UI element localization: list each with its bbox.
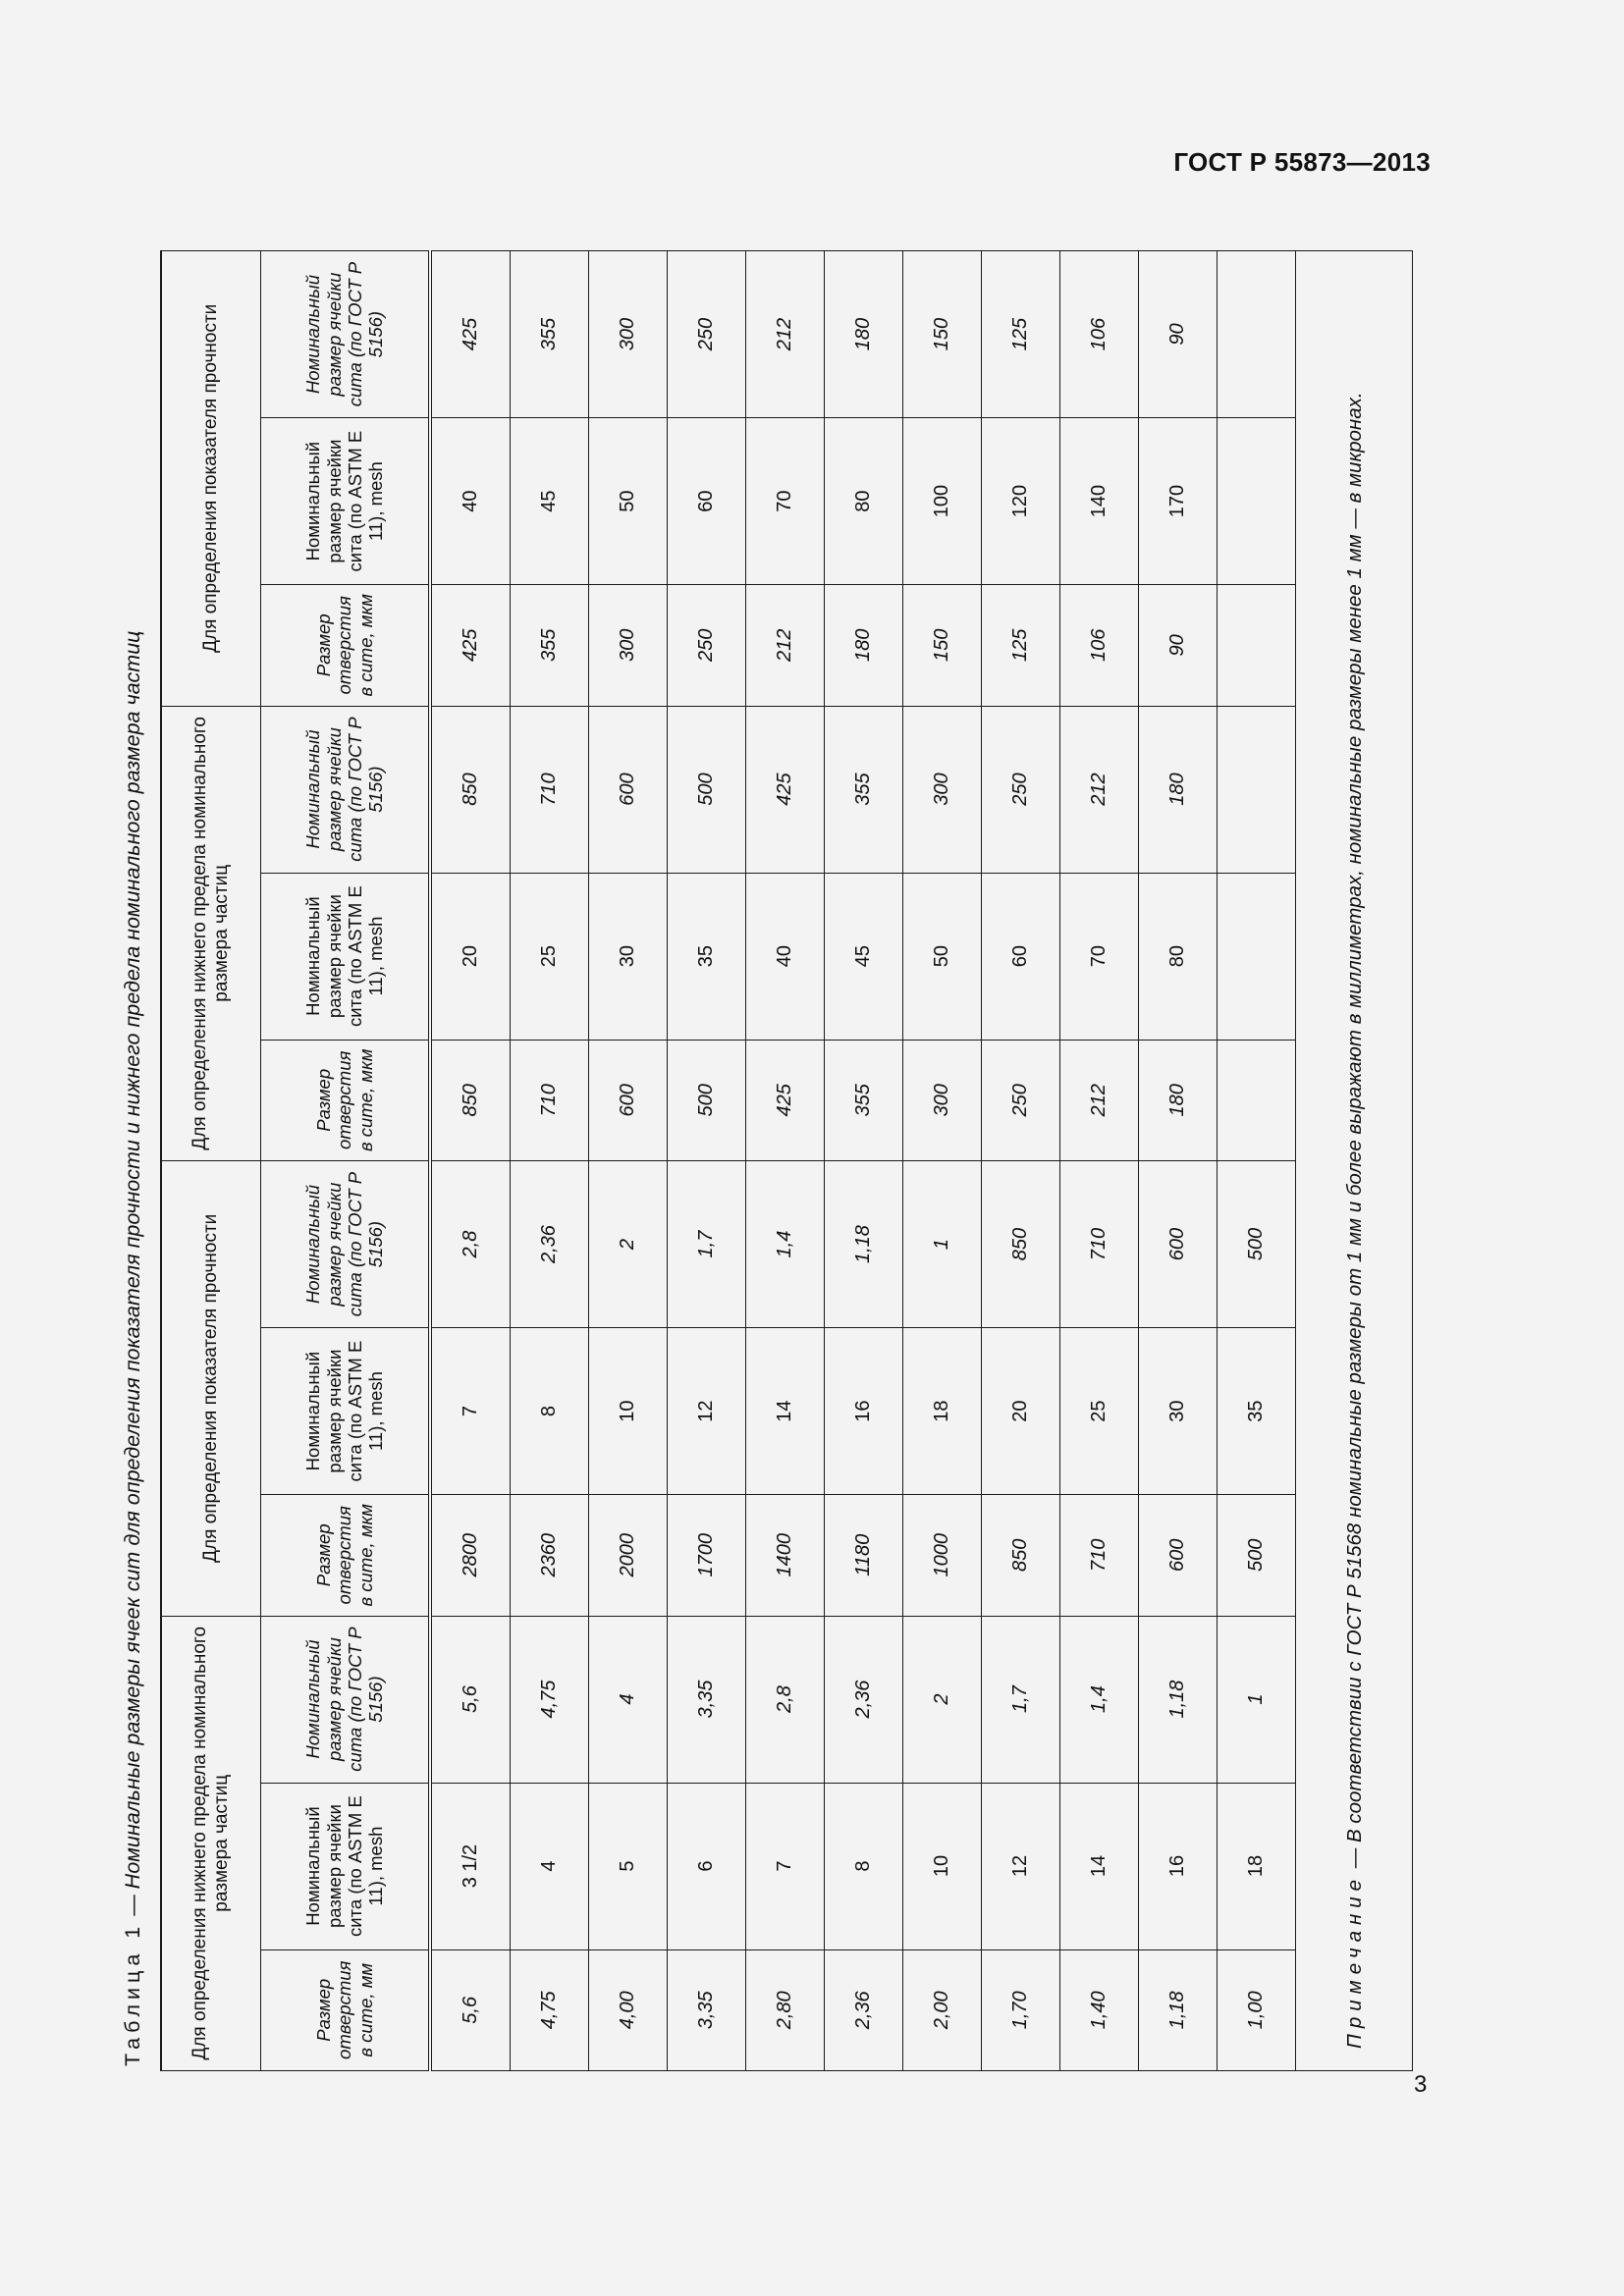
note-dash: — xyxy=(1342,1842,1366,1874)
standard-number: ГОСТ Р 55873—2013 xyxy=(1173,147,1431,177)
table-row xyxy=(1060,251,1139,2071)
table-cell: 850 xyxy=(430,706,511,873)
table-cell: 4,00 xyxy=(589,1949,668,2070)
table-cell: 1,00 xyxy=(1218,1949,1296,2070)
table-row xyxy=(589,251,668,2071)
table-cell: 45 xyxy=(825,873,903,1040)
table-cell: 710 xyxy=(1060,1495,1139,1616)
table-caption-label: Таблица 1 xyxy=(121,1921,144,2066)
column-header: Номинальный размер ячейки сита (по ASTM E 11), mesh xyxy=(261,418,431,585)
table-cell: 212 xyxy=(1060,1040,1139,1160)
table-cell xyxy=(1218,706,1296,873)
table-cell xyxy=(1218,585,1296,706)
table-cell: 5,6 xyxy=(430,1616,511,1783)
table-cell: 60 xyxy=(668,418,746,585)
table-cell: 425 xyxy=(746,1040,825,1160)
table-cell: 600 xyxy=(1139,1495,1218,1616)
table-row xyxy=(1218,251,1296,2071)
table-cell: 300 xyxy=(903,706,982,873)
table-cell: 80 xyxy=(1139,873,1218,1040)
table-cell: 2,00 xyxy=(903,1949,982,2070)
table-cell: 425 xyxy=(430,585,511,706)
table-cell: 3,35 xyxy=(668,1949,746,2070)
column-header: Размер отверстия в сите, мм xyxy=(261,1949,431,2070)
table-row xyxy=(1139,251,1218,2071)
table-cell: 50 xyxy=(589,418,668,585)
note-label: Примечание xyxy=(1342,1873,1366,2049)
table-cell: 35 xyxy=(1218,1328,1296,1495)
table-cell: 80 xyxy=(825,418,903,585)
column-header: Номинальный размер ячейки сита (по ГОСТ Р 5156) xyxy=(261,1616,431,1783)
table-cell: 600 xyxy=(1139,1161,1218,1328)
table-cell: 2,36 xyxy=(825,1616,903,1783)
table-cell: 120 xyxy=(982,418,1060,585)
table-cell: 1,4 xyxy=(746,1161,825,1328)
table-cell: 1700 xyxy=(668,1495,746,1616)
table-cell: 2 xyxy=(589,1161,668,1328)
group-header-lower-limit-2: Для определения нижнего предела номинального размера частиц xyxy=(161,706,261,1160)
table-cell: 500 xyxy=(668,1040,746,1160)
column-header: Номинальный размер ячейки сита (по ASTM E 11), mesh xyxy=(261,1783,431,1949)
table-cell: 180 xyxy=(1139,706,1218,873)
table-cell: 300 xyxy=(589,585,668,706)
table-cell: 212 xyxy=(746,251,825,418)
table-cell: 212 xyxy=(1060,706,1139,873)
table-cell: 5,6 xyxy=(430,1949,511,2070)
table-row xyxy=(825,251,903,2071)
table-cell: 250 xyxy=(982,1040,1060,1160)
column-header: Размер отверстия в сите, мкм xyxy=(261,1040,431,1160)
table-cell: 710 xyxy=(511,1040,589,1160)
table-row xyxy=(903,251,982,2071)
table-cell: 4,75 xyxy=(511,1949,589,2070)
table-cell: 2 xyxy=(903,1616,982,1783)
column-header: Номинальный размер ячейки сита (по ASTM E 11), mesh xyxy=(261,873,431,1040)
column-header: Номинальный размер ячейки сита (по ГОСТ Р 5156) xyxy=(261,1161,431,1328)
table-cell: 40 xyxy=(430,418,511,585)
table-cell xyxy=(1218,418,1296,585)
page-number: 3 xyxy=(1414,2071,1428,2098)
rotated-table-region xyxy=(108,236,1473,2071)
table-cell: 850 xyxy=(430,1040,511,1160)
table-cell: 170 xyxy=(1139,418,1218,585)
group-header-lower-limit-1: Для определения нижнего предела номинального размера частиц xyxy=(161,1616,261,2070)
table-cell: 1180 xyxy=(825,1495,903,1616)
note-text: В соответствии с ГОСТ Р 51568 номинальные размеры от 1 мм и более выражают в миллиметрах, номинальные размеры менее 1 мм — в микронах. xyxy=(1342,392,1366,1843)
table-cell: 500 xyxy=(668,706,746,873)
table-cell: 4 xyxy=(511,1783,589,1949)
table-cell: 7 xyxy=(430,1328,511,1495)
table-cell: 125 xyxy=(982,251,1060,418)
table-row xyxy=(430,251,511,2071)
table-cell: 250 xyxy=(668,251,746,418)
table-cell: 16 xyxy=(825,1328,903,1495)
group-header-strength-2: Для определения показателя прочности xyxy=(161,251,261,707)
table-cell: 25 xyxy=(1060,1328,1139,1495)
table-cell: 106 xyxy=(1060,251,1139,418)
table-cell: 355 xyxy=(825,706,903,873)
table-cell xyxy=(1218,251,1296,418)
group-header-strength-1: Для определения показателя прочности xyxy=(161,1161,261,1616)
table-note xyxy=(1296,251,1413,2071)
table-cell: 8 xyxy=(511,1328,589,1495)
table-cell: 25 xyxy=(511,873,589,1040)
table-cell: 5 xyxy=(589,1783,668,1949)
table-cell: 70 xyxy=(746,418,825,585)
table-cell: 1,7 xyxy=(668,1161,746,1328)
table-cell: 2360 xyxy=(511,1495,589,1616)
table-cell: 355 xyxy=(511,585,589,706)
table-cell: 2,36 xyxy=(511,1161,589,1328)
table-cell: 3,35 xyxy=(668,1616,746,1783)
table-cell: 1,7 xyxy=(982,1616,1060,1783)
table-cell: 355 xyxy=(825,1040,903,1160)
column-header: Номинальный размер ячейки сита (по ГОСТ Р 5156) xyxy=(261,251,431,418)
table-cell: 4,75 xyxy=(511,1616,589,1783)
column-header: Номинальный размер ячейки сита (по ГОСТ Р 5156) xyxy=(261,706,431,873)
table-cell: 20 xyxy=(982,1328,1060,1495)
table-cell: 212 xyxy=(746,585,825,706)
table-cell: 106 xyxy=(1060,585,1139,706)
table-cell: 600 xyxy=(589,1040,668,1160)
table-cell: 10 xyxy=(903,1783,982,1949)
table-cell: 18 xyxy=(903,1328,982,1495)
table-cell: 10 xyxy=(589,1328,668,1495)
table-row xyxy=(746,251,825,2071)
table-cell: 125 xyxy=(982,585,1060,706)
table-cell: 600 xyxy=(589,706,668,873)
table-cell: 60 xyxy=(982,873,1060,1040)
table-cell: 1 xyxy=(1218,1616,1296,1783)
table-row xyxy=(668,251,746,2071)
table-cell: 300 xyxy=(903,1040,982,1160)
table-cell: 12 xyxy=(668,1328,746,1495)
table-cell: 140 xyxy=(1060,418,1139,585)
table-cell: 500 xyxy=(1218,1161,1296,1328)
table-cell: 710 xyxy=(511,706,589,873)
table-caption-title: Номинальные размеры ячеек сит для определения показателя прочности и нижнего предела номинального размера частиц xyxy=(121,630,144,1890)
table-cell: 355 xyxy=(511,251,589,418)
table-cell: 90 xyxy=(1139,585,1218,706)
table-cell: 40 xyxy=(746,873,825,1040)
table-cell: 2,8 xyxy=(746,1616,825,1783)
table-cell: 150 xyxy=(903,251,982,418)
table-caption xyxy=(108,631,157,2066)
table-cell: 7 xyxy=(746,1783,825,1949)
table-cell: 70 xyxy=(1060,873,1139,1040)
table-cell: 3 1/2 xyxy=(430,1783,511,1949)
table-cell: 2,36 xyxy=(825,1949,903,2070)
table-cell: 2800 xyxy=(430,1495,511,1616)
table-cell: 1,18 xyxy=(825,1161,903,1328)
table-cell: 180 xyxy=(1139,1040,1218,1160)
table-cell: 180 xyxy=(825,585,903,706)
table-cell: 6 xyxy=(668,1783,746,1949)
table-cell: 45 xyxy=(511,418,589,585)
table-cell: 14 xyxy=(746,1328,825,1495)
sieve-sizes-table xyxy=(160,250,1413,2071)
table-cell: 35 xyxy=(668,873,746,1040)
table-cell: 30 xyxy=(589,873,668,1040)
table-cell: 150 xyxy=(903,585,982,706)
table-caption-dash: — xyxy=(121,1889,144,1922)
table-cell: 14 xyxy=(1060,1783,1139,1949)
table-cell: 2000 xyxy=(589,1495,668,1616)
table-cell: 4 xyxy=(589,1616,668,1783)
table-cell: 250 xyxy=(668,585,746,706)
column-header: Размер отверстия в сите, мкм xyxy=(261,1495,431,1616)
table-cell: 425 xyxy=(746,706,825,873)
table-cell xyxy=(1218,1040,1296,1160)
table-cell: 710 xyxy=(1060,1161,1139,1328)
table-cell: 850 xyxy=(982,1495,1060,1616)
table-cell: 12 xyxy=(982,1783,1060,1949)
table-cell: 8 xyxy=(825,1783,903,1949)
table-cell: 500 xyxy=(1218,1495,1296,1616)
table-cell: 300 xyxy=(589,251,668,418)
table-cell: 20 xyxy=(430,873,511,1040)
table-row xyxy=(511,251,589,2071)
table-cell: 1,18 xyxy=(1139,1616,1218,1783)
table-cell: 18 xyxy=(1218,1783,1296,1949)
column-header: Размер отверстия в сите, мкм xyxy=(261,585,431,706)
table-cell: 2,80 xyxy=(746,1949,825,2070)
column-header: Номинальный размер ячейки сита (по ASTM E 11), mesh xyxy=(261,1328,431,1495)
table-cell: 250 xyxy=(982,706,1060,873)
table-cell: 2,8 xyxy=(430,1161,511,1328)
table-cell: 1 xyxy=(903,1161,982,1328)
table-cell: 850 xyxy=(982,1161,1060,1328)
table-cell: 1000 xyxy=(903,1495,982,1616)
table-cell xyxy=(1218,873,1296,1040)
table-cell: 1,4 xyxy=(1060,1616,1139,1783)
table-cell: 100 xyxy=(903,418,982,585)
table-cell: 50 xyxy=(903,873,982,1040)
table-cell: 30 xyxy=(1139,1328,1218,1495)
table-cell: 1,70 xyxy=(982,1949,1060,2070)
table-cell: 1,40 xyxy=(1060,1949,1139,2070)
table-cell: 180 xyxy=(825,251,903,418)
table-cell: 90 xyxy=(1139,251,1218,418)
table-row xyxy=(982,251,1060,2071)
table-cell: 1400 xyxy=(746,1495,825,1616)
table-cell: 425 xyxy=(430,251,511,418)
table-cell: 16 xyxy=(1139,1783,1218,1949)
table-cell: 1,18 xyxy=(1139,1949,1218,2070)
